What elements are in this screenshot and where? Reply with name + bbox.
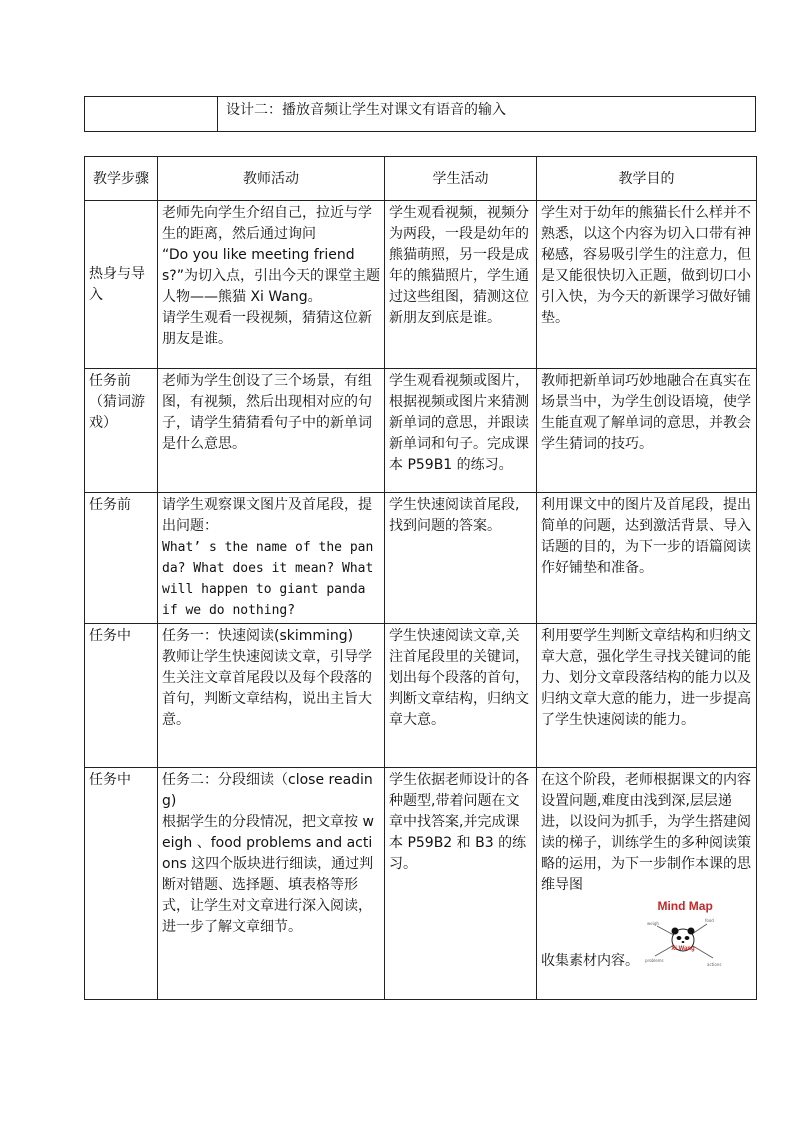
- student-text: 学生观看视频，视频分为两段，一段是幼年的熊猫萌照，另一段是成年的熊猫照片，学生通过这些组图，猜测这位新朋友到底是谁。: [389, 205, 529, 326]
- step-label: 任务前（猜词游戏）: [89, 373, 145, 431]
- step-label: 任务中: [89, 772, 131, 788]
- header-teacher: 教师活动: [158, 157, 385, 201]
- table-row: [85, 768, 757, 1000]
- student-cell: [385, 493, 537, 624]
- table-row: [85, 201, 757, 369]
- svg-text:actions: actions: [707, 962, 722, 967]
- teacher-text: 教师让学生快速阅读文章，引导学生关注文章首尾段以及每个段落的首句，判断文章结构，说出主旨大意。: [162, 649, 372, 728]
- mind-map-title: Mind Map: [657, 899, 713, 913]
- svg-text:food: food: [705, 918, 715, 923]
- student-cell: [385, 201, 537, 369]
- mind-map-center-label: Xi Wang: [671, 946, 696, 952]
- teaching-steps-table: [84, 156, 757, 1000]
- header-step: 教学步骤: [85, 157, 158, 201]
- step-cell: [85, 493, 158, 624]
- goal-cell: [537, 369, 757, 493]
- step-label: 热身与导入: [89, 265, 145, 303]
- student-text: 学生观看视频或图片，根据视频或图片来猜测新单词的意思，并跟读新单词和句子。完成课本 P59B1 的练习。: [389, 373, 529, 473]
- goal-text-tail: 收集素材内容。: [541, 953, 639, 969]
- student-cell: [385, 624, 537, 768]
- teacher-text: 老师先向学生介绍自己，拉近与学生的距离，然后通过询问: [162, 205, 372, 242]
- goal-cell: [537, 768, 757, 1000]
- design-note-empty-cell: [85, 97, 218, 131]
- step-cell: [85, 201, 158, 369]
- goal-text: 教师把新单词巧妙地融合在真实在场景当中，为学生创设语境，使学生能直观了解单词的意思，并教会学生猜词的技巧。: [541, 373, 751, 452]
- student-cell: [385, 768, 537, 1000]
- header-goal: 教学目的: [537, 157, 757, 201]
- student-text: 学生依据老师设计的各种题型,带着问题在文章中找答案,并完成课本 P59B2 和 B3 的练习。: [389, 772, 529, 872]
- table-row: [85, 369, 757, 493]
- teacher-text: 老师为学生创设了三个场景，有组图，有视频，然后出现相对应的句子，请学生猜猜看句子中的新单词是什么意思。: [162, 373, 372, 452]
- svg-text:weigh: weigh: [647, 921, 660, 926]
- table-row: [85, 493, 757, 624]
- step-cell: [85, 624, 158, 768]
- goal-text: 利用要学生判断文章结构和归纳文章大意，强化学生寻找关键词的能力、划分文章段落结构的能力以及归纳文章大意的能力，进一步提高了学生快速阅读的能力。: [541, 628, 751, 728]
- design-note-table: [84, 96, 756, 132]
- teacher-text: 任务一：快速阅读(skimming): [162, 628, 354, 644]
- goal-cell: [537, 493, 757, 624]
- table-row: [85, 624, 757, 768]
- svg-text:problems: problems: [645, 958, 665, 963]
- student-text: 学生快速阅读首尾段,找到问题的答案。: [389, 497, 520, 534]
- goal-cell: [537, 624, 757, 768]
- student-cell: [385, 369, 537, 493]
- student-text: 学生快速阅读文章,关注首尾段里的关键词，划出每个段落的首句，判断文章结构，归纳文章大意。: [389, 628, 529, 728]
- step-cell: [85, 768, 158, 1000]
- teacher-cell: [158, 768, 385, 1000]
- teacher-text: 请学生观察课文图片及首尾段，提出问题：: [162, 497, 372, 534]
- design-note-text: 设计二：播放音频让学生对课文有语音的输入: [226, 102, 506, 118]
- teacher-questions: What’ s the name of the panda? What does it mean? What will happen to giant panda if we do nothing?: [162, 540, 374, 618]
- table-header-row: [85, 157, 757, 201]
- header-student: 学生活动: [385, 157, 537, 201]
- teacher-cell: [158, 493, 385, 624]
- teacher-cell: [158, 624, 385, 768]
- goal-cell: [537, 201, 757, 369]
- step-label: 任务中: [89, 628, 131, 644]
- teacher-text: 请学生观看一段视频，猜猜这位新朋友是谁。: [162, 310, 372, 347]
- step-label: 任务前: [89, 497, 131, 513]
- teacher-cell: [158, 201, 385, 369]
- goal-text: 利用课文中的图片及首尾段，提出简单的问题，达到激活背景、导入话题的目的，为下一步的语篇阅读作好铺垫和准备。: [541, 497, 751, 576]
- teacher-text: 根据学生的分段情况，把文章按 weigh 、food problems and actions 这四个版块进行细读，通过判断对错题、选择题、填表格等形式，让学生对文章进行深入阅读，进一步了解文章细节。: [162, 814, 374, 935]
- goal-text: 在这个阶段，老师根据课文的内容设置问题,难度由浅到深,层层递进，以设问为抓手，为学生搭建阅读的梯子，训练学生的多种阅读策略的运用，为下一步制作本课的思维导图: [541, 772, 751, 893]
- mind-map-image: [645, 896, 735, 972]
- goal-text: 学生对于幼年的熊猫长什么样并不熟悉，以这个内容为切入口带有神秘感，容易吸引学生的注意力，但是又能很快切入正题，做到切口小引入快，为今天的新课学习做好铺垫。: [541, 205, 751, 326]
- teacher-cell: [158, 369, 385, 493]
- mind-map-diagram: [645, 912, 735, 970]
- teacher-text: “Do you like meeting friends?”为切入点，引出今天的课堂主题人物——熊猫 Xi Wang。: [162, 247, 380, 305]
- teacher-text: 任务二：分段细读（close reading): [162, 772, 373, 809]
- step-cell: [85, 369, 158, 493]
